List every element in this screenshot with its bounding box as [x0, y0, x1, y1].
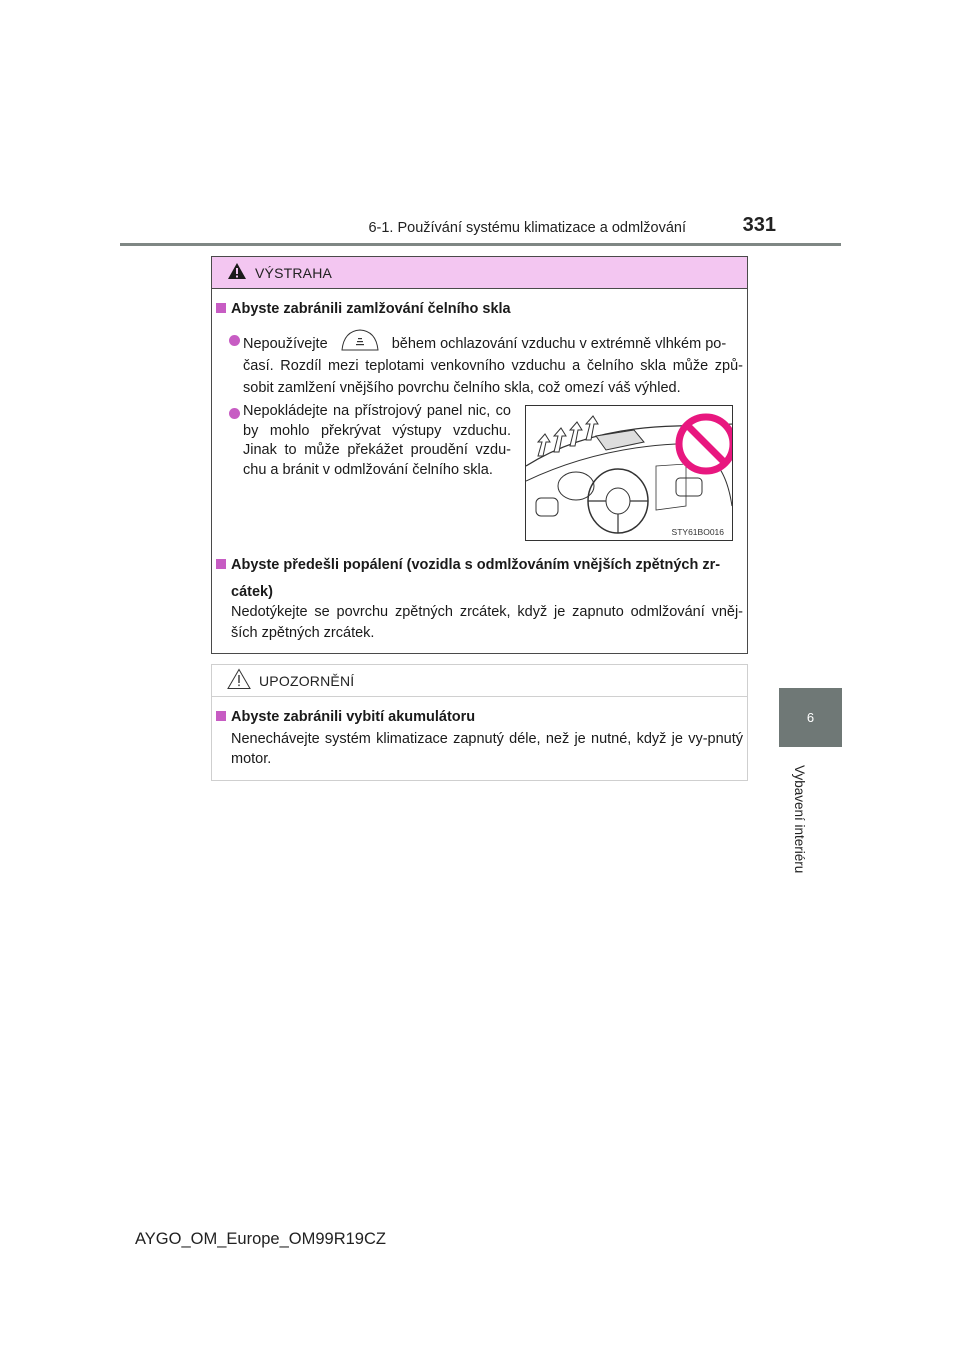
- warning-box: [211, 256, 748, 654]
- page-number: 331: [742, 214, 776, 236]
- warning-label: VÝSTRAHA: [255, 264, 333, 281]
- caution-section-title: Abyste zabránili vybití akumulátoru: [216, 709, 475, 725]
- dashboard-illustration: [525, 405, 733, 541]
- warning-section-title-cont: cátek): [231, 584, 273, 600]
- warning-section-title: Abyste zabránili zamlžování čelního skla: [216, 301, 511, 317]
- bullet-dot-icon: [229, 335, 240, 346]
- warning-triangle-icon: [227, 262, 247, 283]
- square-bullet-icon: [216, 303, 226, 313]
- caution-box: [211, 664, 748, 781]
- square-bullet-icon: [216, 559, 226, 569]
- prohibition-icon: [679, 417, 733, 471]
- section-title: 6-1. Používání systému klimatizace a odmlžování: [368, 220, 686, 236]
- header-rule: [120, 243, 841, 246]
- bullet-paragraph: Nepoužívejte během ochlazování vzduchu v extrémně vlhkém po- časí. Rozdíl mezi teplotami venkovního vzduchu a čelního skla může způ-sobit zamlžení vnějšího povrchu čelního skla, což omezí váš výhled.: [243, 329, 743, 399]
- caution-triangle-icon: [227, 668, 251, 693]
- illustration-code: STY61BO016: [671, 527, 724, 537]
- warning-header: [212, 257, 747, 289]
- caution-header: [212, 665, 747, 697]
- caution-label: UPOZORNĚNÍ: [259, 672, 355, 689]
- chapter-tab: [779, 688, 842, 747]
- warning-section-title: Abyste předešli popálení (vozidla s odmlžováním vnějších zpětných zr-: [216, 557, 720, 573]
- chapter-label: Vybavení interiéru: [792, 765, 807, 874]
- bullet-dot-icon: [229, 408, 240, 419]
- square-bullet-icon: [216, 711, 226, 721]
- document-code: AYGO_OM_Europe_OM99R19CZ: [135, 1230, 386, 1248]
- chapter-number: 6: [806, 710, 815, 725]
- caution-section-body: Nenechávejte systém klimatizace zapnutý déle, než je nutné, když je vy-pnutý motor.: [231, 731, 743, 767]
- warning-section-body: Nedotýkejte se povrchu zpětných zrcátek, když je zapnuto odmlžování vněj-ších zpětných zrcátek.: [231, 604, 743, 641]
- dashboard-drawing: [526, 406, 733, 541]
- bullet-paragraph: Nepokládejte na přístrojový panel nic, co by mohlo překrývat výstupy vzduchu. Jinak to může překážet proudění vzdu-chu a bránit v odmlžování čelního skla.: [243, 403, 511, 478]
- defogger-button-icon: [340, 329, 380, 347]
